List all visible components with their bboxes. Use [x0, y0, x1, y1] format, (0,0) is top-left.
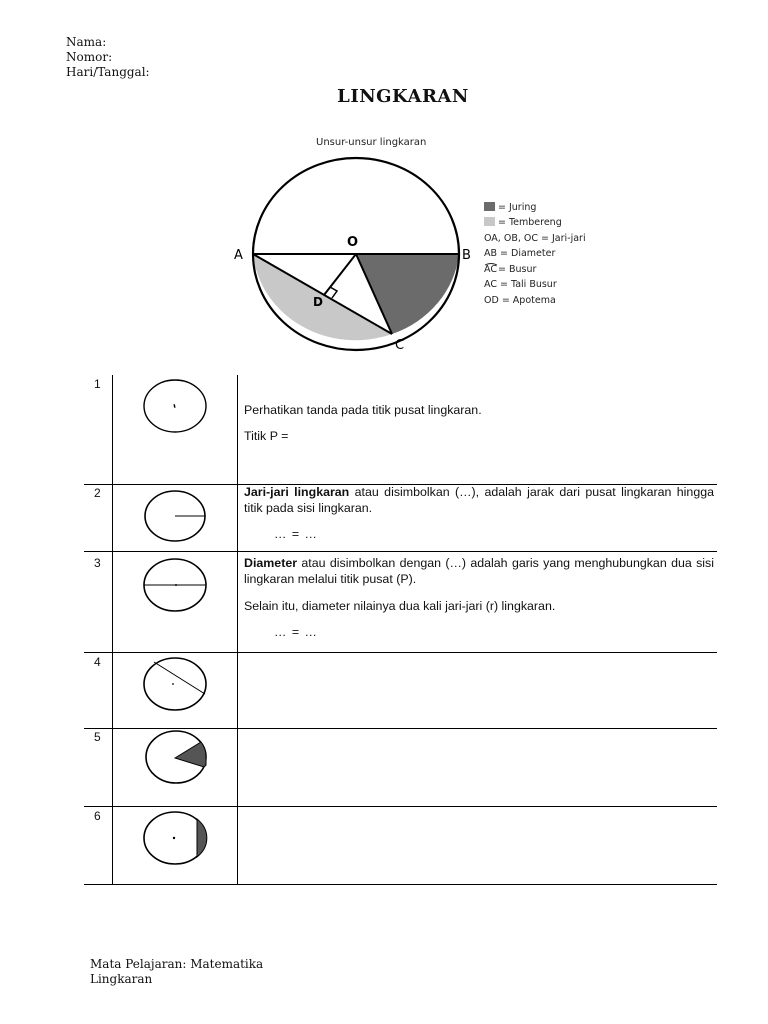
point-c-label: C	[395, 338, 405, 353]
figure-caption: Unsur-unsur lingkaran	[316, 137, 427, 148]
table-divider-middle	[237, 375, 238, 885]
page-title: LINGKARAN	[337, 86, 469, 107]
point-a-label: A	[234, 248, 243, 263]
row-number: 3	[94, 556, 101, 570]
footer-subject: Mata Pelajaran: Matematika	[90, 957, 264, 971]
apothem-od	[324, 254, 356, 295]
circle-segment-icon	[140, 809, 210, 867]
number-field-label: Nomor:	[66, 50, 113, 64]
table-divider-left	[112, 375, 113, 885]
point-d-label: D	[313, 295, 323, 309]
legend-apotema: OD = Apotema	[484, 295, 556, 306]
figure-legend	[484, 202, 586, 306]
point-b-label: B	[462, 248, 471, 263]
tembereng-swatch	[484, 217, 495, 226]
row-number: 2	[94, 486, 101, 500]
footer-topic: Lingkaran	[90, 972, 153, 986]
legend-tali-busur: AC = Tali Busur	[484, 279, 557, 290]
circle-chord-icon	[140, 654, 210, 712]
table-row-rule	[84, 806, 717, 807]
date-field-label: Hari/Tanggal:	[66, 65, 150, 79]
row-number: 4	[94, 655, 101, 669]
legend-diameter: AB = Diameter	[484, 248, 556, 259]
right-angle-marker	[330, 287, 337, 298]
legend-jarijari: OA, OB, OC = Jari-jari	[484, 233, 586, 244]
circle-diameter-icon	[140, 556, 210, 614]
circle-sector-icon	[140, 729, 210, 787]
row-3-text: Diameter atau disimbolkan dengan (…) adalah garis yang menghubungkan dua sisi lingkaran melalui titik pusat (P). Selain itu, diameter nilainya dua kali jari-jari (r) lingkaran. … = …	[244, 556, 714, 639]
circle-radius-icon	[140, 488, 210, 544]
name-field-label: Nama:	[66, 35, 107, 49]
row-number: 5	[94, 730, 101, 744]
table-row-rule	[84, 652, 717, 653]
table-row-rule	[84, 884, 717, 885]
table-row-rule	[84, 551, 717, 552]
row-number: 6	[94, 809, 101, 823]
row-number: 1	[94, 377, 101, 391]
legend-busur: = Busur	[498, 264, 537, 275]
legend-juring: = Juring	[498, 202, 537, 213]
circle-center-icon	[140, 376, 210, 436]
legend-tembereng: = Tembereng	[498, 217, 562, 228]
juring-swatch	[484, 202, 495, 211]
row-1-text: Perhatikan tanda pada titik pusat lingkaran. Titik P =	[244, 403, 482, 443]
legend-busur-arc: AC	[484, 264, 497, 275]
circle-elements-figure	[166, 128, 640, 360]
point-o-label: O	[347, 235, 359, 250]
row-2-text: Jari-jari lingkaran atau disimbolkan (…), adalah jarak dari pusat lingkaran hingga titik pada sisi lingkaran. … = …	[244, 485, 714, 541]
